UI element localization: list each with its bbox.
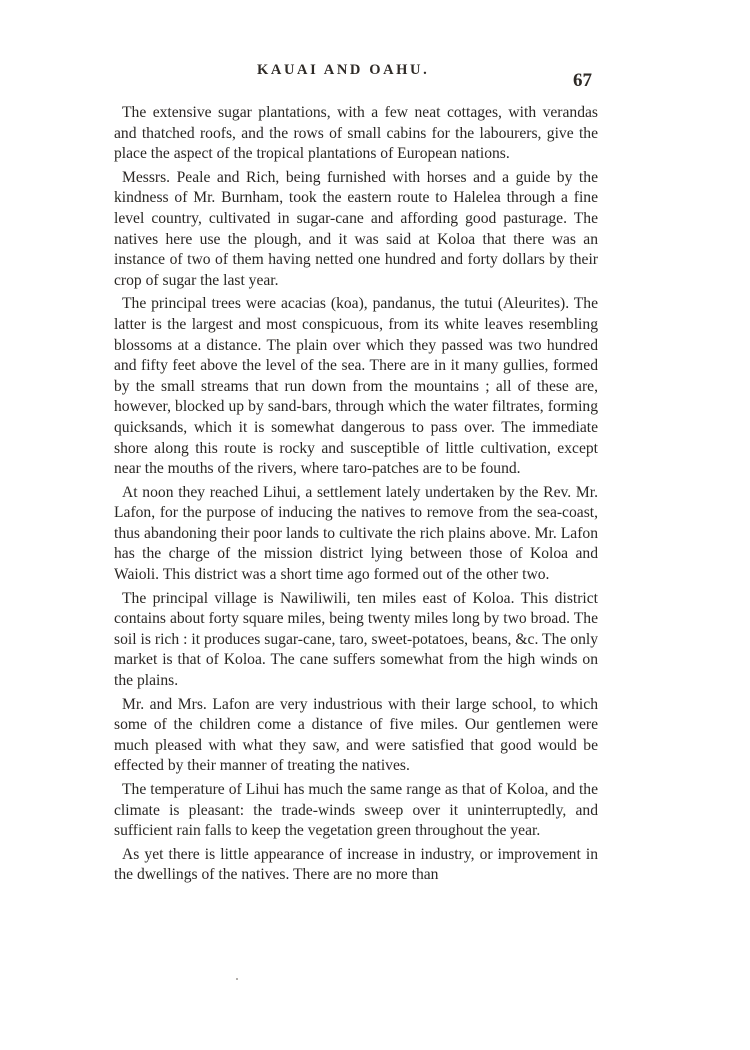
- paragraph-lafon-school: Mr. and Mrs. Lafon are very industrious with their large school, to which some of the children come a distance of five miles. Our gentlemen were much pleased with what they saw, and were satisfied that good would be effected by their manner of treating the natives.: [114, 695, 598, 775]
- body-text: [114, 103, 598, 889]
- running-head: KAUAI AND OAHU.: [257, 62, 430, 78]
- paragraph-lihui: At noon they reached Lihui, a settlement lately undertaken by the Rev. Mr. Lafon, for the purpose of inducing the natives to remove from the sea-coast, thus abandoning their poor lands to cultivate the rich plains above. Mr. Lafon has the charge of the mission district lying between those of Koloa and Waioli. This district was a short time ago formed out of the other two.: [114, 483, 598, 584]
- page-number: 67: [573, 70, 592, 91]
- paragraph-temperature: The temperature of Lihui has much the same range as that of Koloa, and the climate is pleasant: the trade-winds sweep over it uninterruptedly, and sufficient rain falls to keep the vegetation green throughout the year.: [114, 781, 598, 840]
- paper-speck: [236, 978, 238, 980]
- paragraph-industry: As yet there is little appearance of increase in industry, or improvement in the dwellings of the natives. There are no more than: [114, 845, 598, 884]
- paragraph-plantations: The extensive sugar plantations, with a few neat cottages, with verandas and thatched roofs, and the rows of small cabins for the labourers, give the place the aspect of the tropical plantations of European nations.: [114, 104, 598, 163]
- paragraph-principal-trees: The principal trees were acacias (koa), pandanus, the tutui (Aleurites). The latter is the largest and most conspicuous, from its white leaves resembling blossoms at a distance. The plain over which they passed was two hundred and fifty feet above the level of the sea. There are in it many gullies, formed by the small streams that run down from the mountains ; all of these are, however, blocked up by sand-bars, through which the water filtrates, forming quicksands, which it is somewhat dangerous to pass over. The immediate shore along this route is rocky and susceptible of little cultivation, except near the mouths of the rivers, where taro-patches are to be found.: [114, 295, 598, 478]
- paragraph-nawiliwili: The principal village is Nawiliwili, ten miles east of Koloa. This district contains about forty square miles, being twenty miles long by two broad. The soil is rich : it produces sugar-cane, taro, sweet-potatoes, beans, &c. The only market is that of Koloa. The cane suffers somewhat from the high winds on the plains.: [114, 589, 598, 690]
- paragraph-eastern-route: Messrs. Peale and Rich, being furnished with horses and a guide by the kindness of Mr. Burnham, took the eastern route to Halelea through a fine level country, cultivated in sugar-cane and affording good pasturage. The natives here use the plough, and it was said at Koloa that there was an instance of two of them having netted one hundred and forty dollars by their crop of sugar the last year.: [114, 168, 598, 289]
